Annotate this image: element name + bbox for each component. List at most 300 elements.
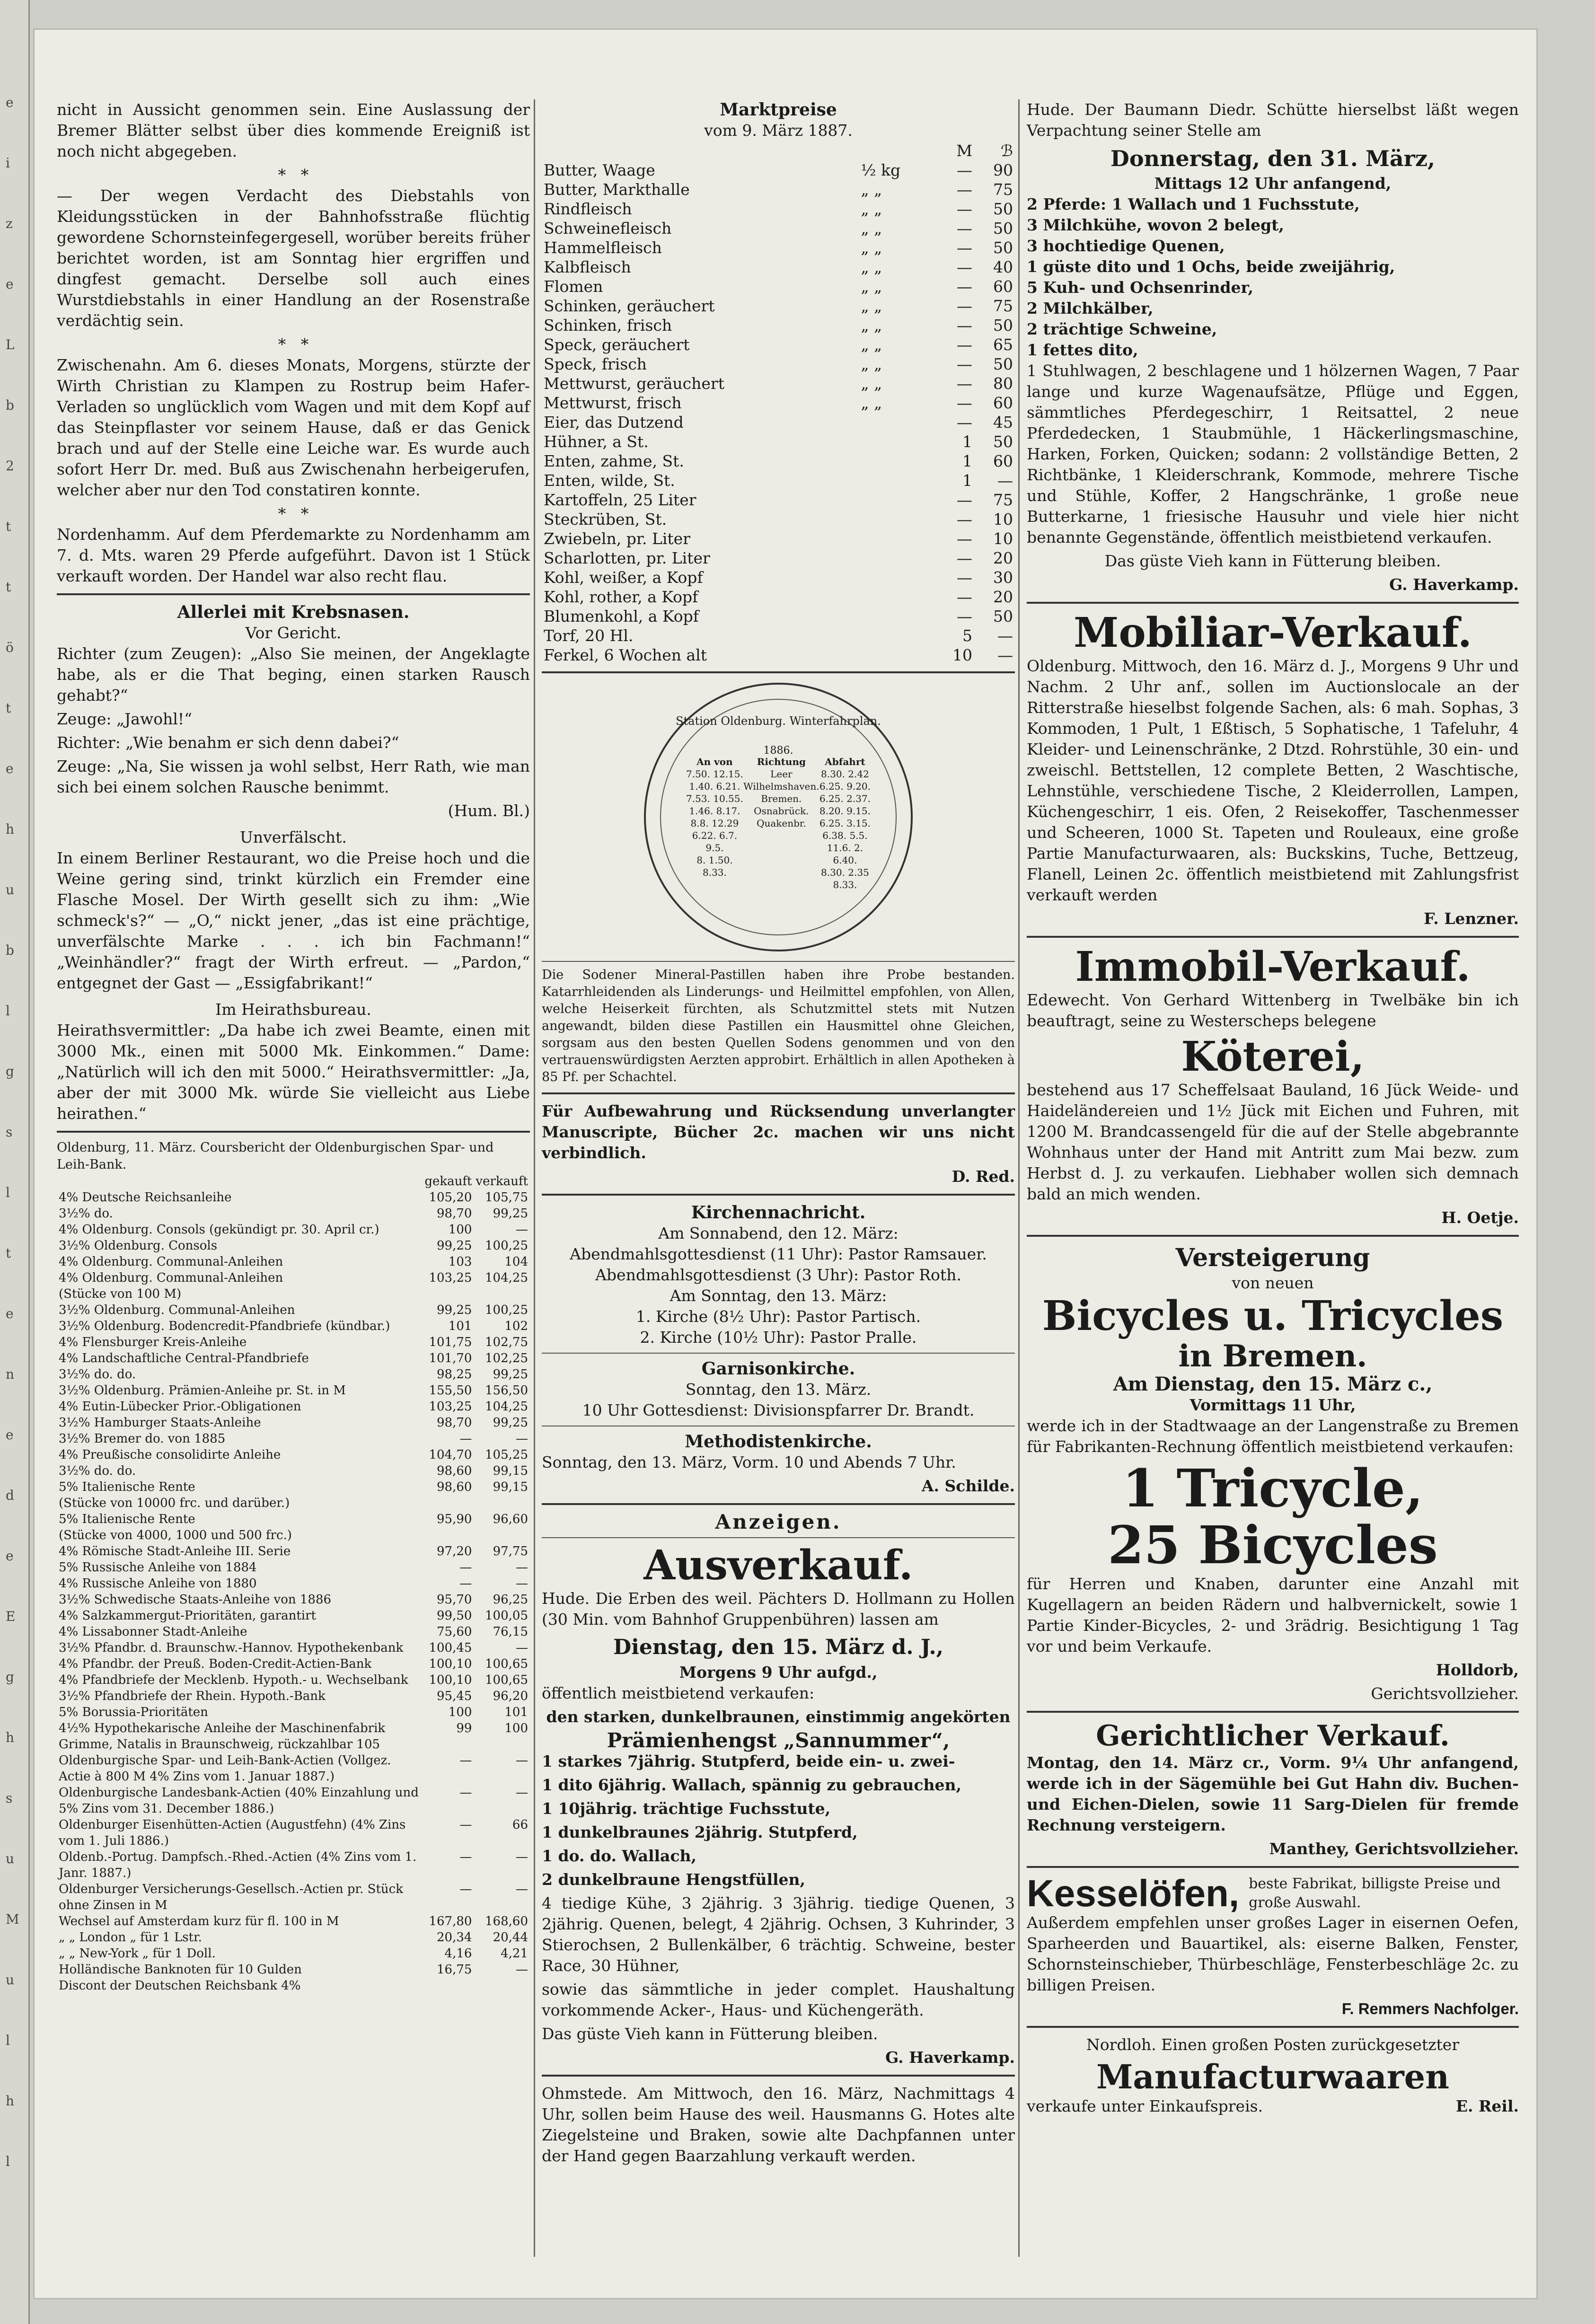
- margin-char: h: [6, 2093, 15, 2109]
- price-pf: 90: [993, 161, 1013, 179]
- table-row: [57, 1785, 530, 1817]
- ad-bremen-text2: für Herren und Knaben, darunter eine Anzahl mit Kugellagern an beiden Rädern und halbvernickelt, sowie 1 Partie Kinder-Bicycles, 2- und 3rädrig. Besichtigung 1 Tag vor und beim Verkaufe.: [1027, 1575, 1519, 1655]
- price-sold: 99,15: [493, 1480, 528, 1494]
- church-line: Am Sonntag, den 13. März:: [670, 1286, 887, 1305]
- market-item: Flomen: [544, 277, 603, 296]
- market-item: Kartoffeln, 25 Liter: [544, 491, 696, 509]
- price-bought: 95,90: [436, 1512, 472, 1526]
- table-row: [57, 1463, 530, 1479]
- ad-item: 4 tiedige Kühe, 3 2jährig. 3 3jährig. tiedige Quenen, 3 2jährig. Quenen, belegt, 4 2jährig. Ochsen, 3 Kuhrinder, 3 Stierochsen, 2 Bullenkälber, 6 trächtig. Schweine, bester Race, 30 Hühner,: [542, 1894, 1015, 1975]
- divider: [542, 1194, 1015, 1196]
- methodist-sign: A. Schilde.: [921, 1477, 1015, 1495]
- church-line: 1. Kirche (8½ Uhr): Pastor Partisch.: [635, 1307, 921, 1326]
- security-name: 5% Italienische Rente: [59, 1512, 195, 1526]
- margin-char: e: [6, 1548, 14, 1564]
- price-sold: 99,25: [493, 1367, 528, 1382]
- price-bought: 99,25: [436, 1303, 472, 1317]
- price-sold: 102,25: [485, 1351, 528, 1365]
- arrival-time: 8.8. 12.29: [690, 818, 739, 829]
- table-row: [542, 374, 1015, 393]
- direction: Osnabrück.: [754, 805, 809, 817]
- market-item: Hammelfleisch: [544, 238, 662, 257]
- price-mark: —: [957, 413, 972, 431]
- security-name: 3½% do. do.: [59, 1464, 136, 1478]
- ad-item: 3 hochtiedige Quenen,: [1027, 237, 1225, 255]
- ad-bremen-time: Vormittags 11 Uhr,: [1190, 1396, 1356, 1414]
- timetable-stamp: [644, 683, 913, 951]
- market-unit: [859, 490, 934, 510]
- price-mark: —: [957, 355, 972, 373]
- table-row: [57, 1447, 530, 1463]
- ad-kessel-right: beste Fabrikat, billigste Preise und große Auswahl.: [1249, 1875, 1501, 1911]
- price-mark: —: [957, 277, 972, 296]
- timetable-arrivals: [686, 756, 743, 891]
- margin-char: e: [6, 95, 14, 110]
- price-pf: 50: [993, 432, 1013, 451]
- price-mark: 1: [962, 452, 972, 470]
- price-sold: 100,05: [485, 1609, 528, 1623]
- ad-hude-time: Mittags 12 Uhr anfangend,: [1154, 174, 1392, 193]
- price-mark: —: [957, 258, 972, 276]
- price-bought: 105,20: [429, 1190, 472, 1205]
- direction: Quakenbr.: [757, 818, 806, 829]
- price-mark: —: [957, 588, 972, 606]
- security-name: 4% Flensburger Kreis-Anleihe: [59, 1335, 247, 1349]
- market-unit: [859, 626, 934, 645]
- price-bought: [423, 1527, 474, 1543]
- security-name: 4% Russische Anleihe von 1880: [59, 1576, 257, 1591]
- ad-sodener: Die Sodener Mineral-Pastillen haben ihre Probe bestanden. Katarrhleidenden als Linderungs- und Heilmittel empfohlen, von Allen, welche Heiserkeit fürchten, als Schutzmittel stets mit Nutzen angewandt, bilden diese Pastillen ein Hausmittel ohne Gleichen, sorgsam aus den besten Quellen Sodens genommen und von den vertrauenswürdigsten Aerzten approbirt. Erhältlich in allen Apotheken à 85 Pf. per Schachtel.: [542, 968, 1015, 1084]
- margin-char: t: [6, 1245, 11, 1261]
- timetable-departures: [820, 756, 871, 891]
- margin-char: s: [6, 1790, 13, 1806]
- table-row: [57, 1881, 530, 1913]
- course-table: [57, 1173, 530, 1994]
- table-row: [542, 393, 1015, 413]
- security-name: 4% Römische Stadt-Anleihe III. Serie: [59, 1544, 291, 1558]
- ad-bicycles-title: Bicycles u. Tricycles: [1042, 1292, 1504, 1340]
- direction: Leer: [770, 768, 793, 780]
- price-pf: 75: [993, 297, 1013, 315]
- price-bought: —: [459, 1818, 472, 1832]
- table-row: [57, 1431, 530, 1447]
- margin-char: t: [6, 700, 11, 716]
- price-bought: 4,16: [444, 1946, 472, 1961]
- security-name: 4% Salzkammergut-Prioritäten, garantirt: [59, 1609, 316, 1623]
- table-row: [542, 432, 1015, 451]
- ad-kessel-sign: F. Remmers Nachfolger.: [1341, 2000, 1519, 2017]
- price-mark: —: [957, 316, 972, 335]
- margin-char: z: [6, 216, 13, 231]
- news-diebstahl: — Der wegen Verdacht des Diebstahls von Kleidungsstücken in der Bahnhofsstraße flüchtig gewordene Schornsteinfegergesell, worüber bereits früher berichtet worden, ist am Sonntag hier ergriffen und dingfest gemacht. Derselbe soll auch eines Wurstdiebstahls in einer Handlung an der Rosenstraße verdächtig sein.: [57, 186, 530, 330]
- table-row: [57, 1382, 530, 1399]
- security-name: 3½% Oldenburg. Bodencredit-Pfandbriefe (kündbar.): [59, 1319, 390, 1333]
- ad-nordloh: Nordloh. Einen großen Posten zurückgesetzter: [1086, 2035, 1460, 2054]
- margin-char: s: [6, 1124, 13, 1140]
- margin-char: u: [6, 882, 15, 898]
- price-sold: 96,25: [493, 1593, 528, 1607]
- column-header: ℬ: [1001, 141, 1013, 160]
- margin-char: l: [6, 2033, 10, 2048]
- ad-gericht-sign: Manthey, Gerichtsvollzieher.: [1269, 1840, 1519, 1858]
- market-item: Eier, das Dutzend: [544, 413, 684, 431]
- church-title: Kirchennachricht.: [691, 1203, 866, 1223]
- table-row: [57, 1624, 530, 1640]
- table-row: [542, 645, 1015, 665]
- price-pf: 80: [993, 374, 1013, 393]
- security-name: 4% Lissabonner Stadt-Anleihe: [59, 1625, 247, 1639]
- price-sold: 99,15: [493, 1464, 528, 1478]
- price-sold: 20,44: [493, 1930, 528, 1945]
- ad-hude-text: 1 Stuhlwagen, 2 beschlagene und 1 hölzernen Wagen, 7 Paar lange und kurze Wagenaufsätze, Pflüge und Eggen, sämmtliches Pferdegeschirr, 1 Reitsattel, 2 neue Pferdedecken, 1 Staubmühle, 1 Häckerlingsmaschine, Harken, Forken, Quicken; sodann: 2 vollständige Betten, 2 Richtbänke, 1 Kleiderschrank, Kommode, mehrere Tische und Stühle, Koffer, 2 Hangschränke, 1 große neue Butterkarne, 1 friesische Hausuhr und viele hier nicht benannte Gegenstände, öffentlich meistbietend verkaufen.: [1027, 361, 1519, 546]
- price-sold: 168,60: [485, 1914, 528, 1928]
- previous-page-strip: [0, 0, 30, 2324]
- ad-von-neuen: von neuen: [1232, 1274, 1314, 1292]
- price-mark: 1: [962, 432, 972, 451]
- table-row: [57, 1415, 530, 1431]
- divider: [542, 1092, 1015, 1094]
- divider: [542, 1353, 1015, 1354]
- direction: Wilhelmshaven.: [743, 781, 820, 792]
- margin-char: t: [6, 519, 11, 534]
- security-name: Discont der Deutschen Reichsbank 4%: [59, 1979, 301, 1993]
- divider: [542, 1503, 1015, 1505]
- market-item: Mettwurst, geräuchert: [544, 374, 724, 393]
- divider: [1027, 936, 1519, 938]
- price-pf: 65: [993, 335, 1013, 354]
- ad-manufactur-foot: [1027, 2096, 1519, 2117]
- price-pf: 50: [993, 219, 1013, 238]
- table-row: [542, 548, 1015, 568]
- table-row: [57, 1479, 530, 1495]
- security-name: 4% Eutin-Lübecker Prior.-Obligationen: [59, 1400, 301, 1414]
- price-bought: 97,20: [436, 1544, 472, 1558]
- security-name: 3½% Oldenburg. Communal-Anleihen: [59, 1303, 295, 1317]
- ad-ausverkauf-items: [542, 1751, 1015, 2044]
- security-name: „ „ New-York „ für 1 Doll.: [59, 1946, 216, 1961]
- departure-time: 6.40.: [833, 854, 857, 866]
- margin-char: e: [6, 1306, 14, 1321]
- price-bought: 100,10: [429, 1673, 472, 1687]
- security-name: 3½% do. do.: [59, 1367, 136, 1382]
- departure-time: 6.25. 3.15.: [819, 818, 871, 829]
- price-pf: 10: [993, 510, 1013, 528]
- market-item: Steckrüben, St.: [544, 510, 667, 528]
- news-zwischenahn: Zwischenahn. Am 6. dieses Monats, Morgens, stürzte der Wirth Christian zu Klampen zu Rostrup beim Hafer-Verladen so unglücklich vom Wagen und mit dem Kopf auf das Steinpflaster vor seinem Hause, daß er das Genick brach und auf der Stelle eine Leiche war. Es wurde auch sofort Herr Dr. med. Buß aus Zwischenahn herbeigerufen, welcher aber nur den Tod constatiren konnte.: [57, 356, 530, 499]
- ad-ausverkauf-text: Hude. Die Erben des weil. Pächters D. Hollmann zu Hollen (30 Min. vom Bahnhof Gruppenbühren) lassen am: [542, 1589, 1015, 1629]
- table-row: [57, 1286, 530, 1302]
- price-bought: 20,34: [436, 1930, 472, 1945]
- arrival-time: 9.5.: [705, 842, 724, 854]
- security-name: 3½% Pfandbr. d. Braunschw.-Hannov. Hypothekenbank: [59, 1641, 404, 1655]
- dialogue-line: Zeuge: „Na, Sie wissen ja wohl selbst, Herr Rath, wie man sich bei einem solchen Rausche benimmt.: [57, 757, 530, 796]
- security-name: 3½% Schwedische Staats-Anleihe von 1886: [59, 1593, 332, 1607]
- margin-char: M: [6, 1911, 19, 1927]
- price-bought: 155,50: [429, 1383, 472, 1398]
- subsection-title: Vor Gericht.: [245, 624, 342, 642]
- price-mark: 1: [962, 471, 972, 490]
- price-bought: 98,25: [436, 1367, 472, 1382]
- ad-hengst-name: Prämienhengst „Sannummer“,: [607, 1729, 950, 1752]
- price-sold: —: [516, 1432, 528, 1446]
- ad-item: 2 trächtige Schweine,: [1027, 320, 1217, 338]
- market-unit: [859, 607, 934, 626]
- ad-manufactur: Manufacturwaaren: [1096, 2057, 1450, 2096]
- price-bought: [423, 1286, 474, 1302]
- price-pf: —: [997, 646, 1013, 664]
- market-unit: „ „: [861, 297, 882, 315]
- price-bought: —: [459, 1753, 472, 1768]
- timetable-directions: [743, 756, 820, 891]
- price-pf: 30: [993, 568, 1013, 587]
- table-row: [57, 1189, 530, 1206]
- price-bought: 98,60: [436, 1464, 472, 1478]
- course-report-heading: Oldenburg, 11. März. Coursbericht der Oldenburgischen Spar- und Leih-Bank.: [57, 1140, 494, 1172]
- table-row: [542, 238, 1015, 257]
- ad-bicycles: 25 Bicycles: [1108, 1514, 1438, 1576]
- table-row: [542, 180, 1015, 199]
- timetable-year: 1886.: [763, 745, 793, 757]
- ad-hude-intro: Hude. Der Baumann Diedr. Schütte hierselbst läßt wegen Verpachtung seiner Stelle am: [1027, 100, 1519, 140]
- garrison-line: 10 Uhr Gottesdienst: Divisionspfarrer Dr. Brandt.: [582, 1401, 975, 1419]
- intro-paragraph: nicht in Aussicht genommen sein. Eine Auslassung der Bremer Blätter selbst über dies kommende Ereigniß ist noch nicht abgegeben.: [57, 100, 530, 160]
- source-note: (Hum. Bl.): [448, 801, 530, 820]
- ad-tricycle: 1 Tricycle,: [1122, 1458, 1424, 1519]
- ad-immobil-title: Immobil-Verkauf.: [1075, 943, 1471, 991]
- security-name: 5% Italienische Rente: [59, 1480, 195, 1494]
- divider: [1027, 2026, 1519, 2028]
- price-sold: [474, 1527, 530, 1543]
- price-sold: 100,25: [485, 1303, 528, 1317]
- departure-time: 8.30. 2.35: [821, 867, 869, 878]
- price-sold: —: [516, 1753, 528, 1768]
- ads-heading: Anzeigen.: [715, 1510, 842, 1533]
- market-unit: „ „: [861, 219, 882, 238]
- market-title: Marktpreise: [720, 100, 837, 120]
- ad-ohmstede: Ohmstede. Am Mittwoch, den 16. März, Nachmittags 4 Uhr, sollen beim Hause des weil. Hausmanns G. Hotes alte Ziegelsteine und Braken, sowie alte Dachpfannen unter der Hand gegen Baarzahlung verkauft werden.: [542, 2084, 1015, 2165]
- price-mark: —: [957, 374, 972, 393]
- table-row: [542, 451, 1015, 471]
- table-row: [57, 1608, 530, 1624]
- ad-item: 1 do. do. Wallach,: [542, 1847, 697, 1865]
- ad-item: 5 Kuh- und Ochsenrinder,: [1027, 278, 1253, 297]
- ad-kessel-head: [1027, 1872, 1519, 1914]
- price-bought: [423, 1978, 474, 1994]
- security-name: „ „ London „ für 1 Lstr.: [59, 1930, 202, 1945]
- price-sold: 100: [504, 1721, 528, 1735]
- dialogue-line: Richter: „Wie benahm er sich denn dabei?“: [57, 733, 399, 752]
- price-sold: 104,25: [485, 1271, 528, 1285]
- table-row: [57, 1334, 530, 1350]
- column-header: M: [956, 141, 972, 160]
- table-row: [57, 1913, 530, 1929]
- column-header: gekauft: [424, 1174, 472, 1188]
- church-line: 2. Kirche (10½ Uhr): Pastor Pralle.: [640, 1328, 917, 1347]
- security-name: 4% Pfandbr. der Preuß. Boden-Credit-Actien-Bank: [59, 1657, 372, 1671]
- market-unit: [859, 510, 934, 529]
- market-item: Schinken, frisch: [544, 316, 672, 335]
- market-item: Schinken, geräuchert: [544, 297, 715, 315]
- security-name: 3½% Hamburger Staats-Anleihe: [59, 1416, 261, 1430]
- price-sold: 99,25: [493, 1206, 528, 1221]
- price-mark: —: [957, 219, 972, 238]
- ad-ausverkauf-title: Ausverkauf.: [643, 1541, 913, 1589]
- price-bought: 104,70: [429, 1448, 472, 1462]
- divider: [57, 1131, 530, 1133]
- security-name: Oldenburgische Landesbank-Actien (40% Einzahlung und 5% Zins vom 31. December 1886.): [59, 1786, 419, 1816]
- price-sold: [474, 1978, 530, 1994]
- price-bought: —: [459, 1576, 472, 1591]
- price-mark: —: [957, 180, 972, 199]
- margin-char: e: [6, 276, 14, 292]
- table-row: [57, 1672, 530, 1688]
- ad-item: Das güste Vieh kann in Fütterung bleiben.: [542, 2025, 878, 2043]
- price-sold: —: [516, 1560, 528, 1575]
- price-mark: —: [957, 529, 972, 548]
- table-row: [542, 587, 1015, 607]
- table-row: [57, 1511, 530, 1527]
- market-unit: „ „: [861, 200, 882, 218]
- price-pf: 10: [993, 529, 1013, 548]
- ad-in-bremen-city: Bremen.: [1222, 1338, 1367, 1374]
- ad-mobiliar-sign: F. Lenzner.: [1424, 909, 1519, 928]
- security-name: 3½% Pfandbriefe der Rhein. Hypoth.-Bank: [59, 1689, 326, 1703]
- table-row: [57, 1270, 530, 1286]
- market-unit: [859, 471, 934, 490]
- price-sold: 97,75: [493, 1544, 528, 1558]
- market-item: Blumenkohl, a Kopf: [544, 607, 699, 625]
- separator-stars: * *: [278, 335, 309, 353]
- market-item: Butter, Markthalle: [544, 180, 690, 199]
- ad-ausverkauf-text2: öffentlich meistbietend verkaufen:: [542, 1684, 815, 1702]
- departure-time: 6.38. 5.5.: [822, 830, 868, 841]
- ad-hude-items: [1027, 194, 1519, 361]
- dialogue-line: Zeuge: „Jawohl!“: [57, 710, 193, 728]
- table-row: [57, 1978, 530, 1994]
- table-row: [57, 1495, 530, 1511]
- security-name: Oldenb.-Portug. Dampfsch.-Rhed.-Actien (4% Zins vom 1. Janr. 1887.): [59, 1850, 417, 1880]
- margin-char: E: [6, 1609, 16, 1624]
- departure-time: 11.6. 2.: [827, 842, 864, 854]
- ad-item: 1 fettes dito,: [1027, 341, 1138, 359]
- divider: [542, 1537, 1015, 1538]
- newspaper-page: [33, 28, 1538, 2299]
- market-item: Ferkel, 6 Wochen alt: [544, 646, 707, 664]
- ad-mobiliar-title: Mobiliar-Verkauf.: [1074, 609, 1472, 657]
- price-pf: 50: [993, 200, 1013, 218]
- market-unit: ½ kg: [861, 161, 901, 179]
- church-line: Abendmahlsgottesdienst (11 Uhr): Pastor Ramsauer.: [570, 1245, 987, 1263]
- price-sold: 96,60: [493, 1512, 528, 1526]
- market-item: Kalbfleisch: [544, 258, 631, 276]
- margin-char: t: [6, 579, 11, 595]
- price-bought: 100: [448, 1705, 472, 1719]
- price-bought: —: [459, 1432, 472, 1446]
- church-list: [542, 1223, 1015, 1348]
- table-row: [542, 257, 1015, 277]
- table-row: [57, 1318, 530, 1334]
- ad-item: 1 starkes 7jährig. Stutpferd, beide ein- u. zwei-: [542, 1752, 955, 1770]
- price-bought: [423, 1495, 474, 1511]
- market-unit: [859, 529, 934, 548]
- column-rule: [534, 99, 535, 2257]
- price-sold: 105,75: [485, 1190, 528, 1205]
- price-pf: 40: [993, 258, 1013, 276]
- ad-bremen-date: Am Dienstag, den 15. März c.,: [1113, 1373, 1433, 1395]
- table-row: [542, 568, 1015, 587]
- table-row: [57, 1962, 530, 1978]
- ad-bremen-sign: Holldorb,: [1436, 1661, 1519, 1679]
- margin-char: g: [6, 1064, 14, 1079]
- market-item: Hühner, a St.: [544, 432, 649, 451]
- price-bought: 100,45: [429, 1641, 472, 1655]
- price-sold: —: [516, 1786, 528, 1800]
- ad-bremen-text: werde ich in der Stadtwaage an der Langenstraße zu Bremen für Fabrikanten-Rechnung öffentlich meistbietend verkaufen:: [1027, 1417, 1519, 1456]
- security-name: 5% Borussia-Prioritäten: [59, 1705, 208, 1719]
- market-item: Mettwurst, frisch: [544, 394, 682, 412]
- price-bought: 95,70: [436, 1593, 472, 1607]
- departure-time: 8.30. 2.42: [821, 768, 869, 780]
- margin-char: u: [6, 1851, 15, 1866]
- price-sold: 96,20: [493, 1689, 528, 1703]
- security-name: (Stücke von 100 M): [59, 1287, 182, 1301]
- margin-char: l: [6, 1003, 10, 1019]
- ad-ausverkauf-hengst: den starken, dunkelbraunen, einstimmig angekörten: [546, 1708, 1011, 1726]
- garrison-title: Garnisonkirche.: [701, 1359, 855, 1379]
- separator-stars: * *: [278, 166, 309, 184]
- table-row: [542, 296, 1015, 316]
- price-pf: 50: [993, 238, 1013, 257]
- price-bought: 103: [448, 1255, 472, 1269]
- margin-char: b: [6, 942, 14, 958]
- price-bought: 99,25: [436, 1239, 472, 1253]
- ad-item: 1 dunkelbraunes 2jährig. Stutpferd,: [542, 1823, 858, 1841]
- table-row: [57, 1206, 530, 1222]
- ad-item: 2 dunkelbraune Hengstfüllen,: [542, 1870, 806, 1889]
- price-bought: —: [459, 1786, 472, 1800]
- ad-gericht-text: Montag, den 14. März cr., Vorm. 9¼ Uhr anfangend, werde ich in der Sägemühle bei Gut Hahn div. Buchen- und Eichen-Dielen, sowie 11 Sarg-Dielen für fremde Rechnung versteigern.: [1027, 1753, 1519, 1834]
- margin-char: ö: [6, 640, 14, 655]
- price-pf: 60: [993, 452, 1013, 470]
- margin-char: e: [6, 761, 14, 776]
- ad-item: sowie das sämmtliche in jeder complet. Haushaltung vorkommende Acker-, Haus- und Küchengeräth.: [542, 1980, 1015, 2019]
- price-bought: 103,25: [429, 1400, 472, 1414]
- ad-manufactur-text: verkaufe unter Einkaufspreis.: [1027, 2097, 1263, 2115]
- margin-char: d: [6, 1488, 14, 1503]
- market-unit: „ „: [861, 335, 882, 354]
- market-item: Enten, zahme, St.: [544, 452, 684, 470]
- market-unit: „ „: [861, 374, 882, 393]
- price-mark: —: [957, 491, 972, 509]
- security-name: (Stücke von 10000 frc. und darüber.): [59, 1496, 290, 1510]
- ad-hude-note: Das güste Vieh kann in Fütterung bleiben.: [1104, 552, 1441, 570]
- margin-char: h: [6, 821, 15, 837]
- column-header: Richtung: [757, 756, 806, 767]
- price-sold: [474, 1286, 530, 1302]
- price-bought: —: [459, 1882, 472, 1896]
- margin-char: u: [6, 1972, 15, 1988]
- price-bought: 95,45: [436, 1689, 472, 1703]
- margin-char: n: [6, 1366, 15, 1382]
- market-unit: [859, 587, 934, 607]
- margin-char: l: [6, 1185, 10, 1200]
- ad-kessel-text: Außerdem empfehlen unser großes Lager in eisernen Oefen, Sparheerden und Bauartikel, als: eiserne Balken, Fenster, Schornsteinschieber, Thürbeschläge, Fensterbeschläge 2c. zu billigen Preisen.: [1027, 1913, 1519, 1994]
- ad-hude-date: Donnerstag, den 31. März,: [1110, 146, 1436, 171]
- table-row: [57, 1254, 530, 1270]
- table-row: [57, 1222, 530, 1238]
- dialogue-line: Richter (zum Zeugen): „Also Sie meinen, der Angeklagte habe, als er die That beging, einen starken Rausch gehabt?“: [57, 644, 530, 704]
- security-name: Oldenburger Versicherungs-Gesellsch.-Actien pr. Stück ohne Zinsen in M: [59, 1882, 403, 1912]
